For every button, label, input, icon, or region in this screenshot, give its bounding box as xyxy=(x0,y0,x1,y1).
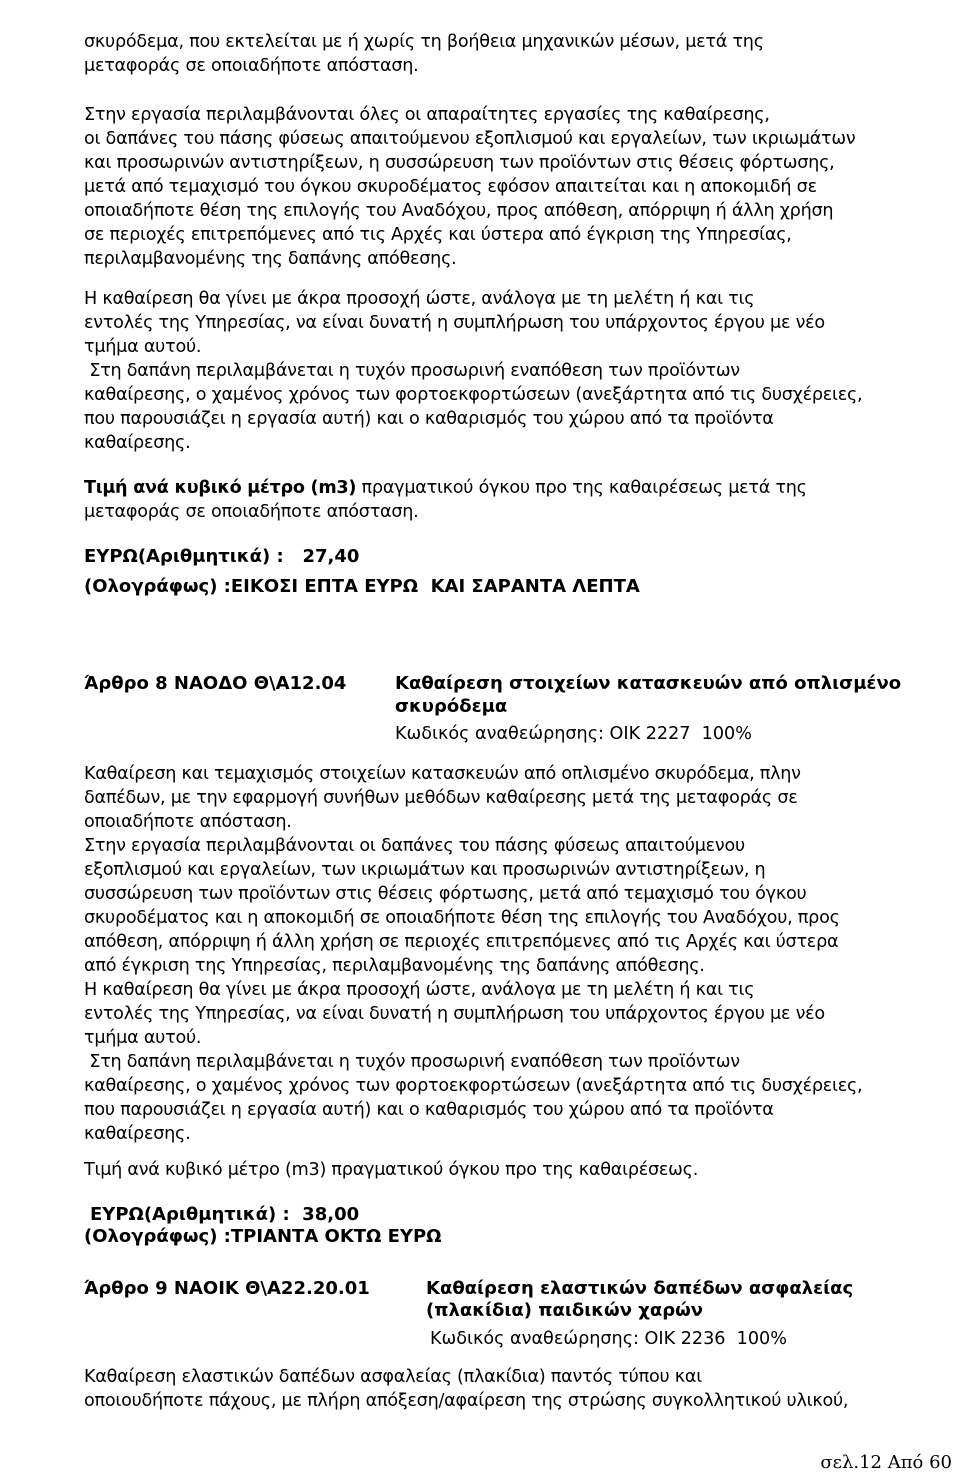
article9-body xyxy=(84,1365,934,1413)
text-line: οποιαδήποτε απόσταση. xyxy=(84,812,292,832)
text-line: μεταφοράς σε οποιαδήποτε απόσταση. xyxy=(84,502,419,522)
text-line: Καθαίρεση ελαστικών δαπέδων ασφαλείας (πλακίδια) παντός τύπου και xyxy=(84,1367,702,1387)
text-line: απόθεση, απόρριψη ή άλλη χρήση σε περιοχές επιτρεπόμενες από τις Αρχές και ύστερα xyxy=(84,932,839,952)
article8-price-numeric: ΕΥΡΩ(Αριθμητικά) : 38,00 xyxy=(90,1204,360,1225)
text-line: καθαίρεσης. xyxy=(84,1124,191,1144)
unit-label-bold: Τιμή ανά κυβικό μέτρο (m3) xyxy=(84,478,357,498)
article8-body xyxy=(84,762,934,1146)
text-line: σκυρόδεμα, που εκτελείται με ή χωρίς τη βοήθεια μηχανικών μέσων, μετά της xyxy=(84,32,764,52)
unit-label-rest: πραγματικού όγκου προ της καθαιρέσεως μετά της xyxy=(356,478,807,498)
text-line: καθαίρεσης, ο χαμένος χρόνος των φορτοεκφορτώσεων (ανεξάρτητα από τις δυσχέρειες, xyxy=(84,1076,863,1096)
article7-paragraph-1 xyxy=(84,103,934,271)
text-line: μετά από τεμαχισμό του όγκου σκυροδέματος εφόσον απαιτείται και η αποκομιδή σε xyxy=(84,177,817,197)
text-line: οποιαδήποτε θέση της επιλογής του Αναδόχου, προς απόθεση, απόρριψη ή άλλη χρήση xyxy=(84,201,834,221)
article8-title-line-2: σκυρόδεμα xyxy=(395,696,508,717)
text-line: καθαίρεσης. xyxy=(84,433,191,453)
text-line: που παρουσιάζει η εργασία αυτή) και ο καθαρισμός του χώρου από τα προϊόντα xyxy=(84,409,774,429)
article9-title-line-2: (πλακίδια) παιδικών χαρών xyxy=(426,1300,703,1321)
text-line: Η καθαίρεση θα γίνει με άκρα προσοχή ώστε, ανάλογα με τη μελέτη ή και τις xyxy=(84,980,755,1000)
text-line: συσσώρευση των προϊόντων στις θέσεις φόρτωσης, μετά από τεμαχισμό του όγκου xyxy=(84,884,807,904)
article8-price-words: (Ολογράφως) :ΤΡΙΑΝΤΑ ΟΚΤΩ ΕΥΡΩ xyxy=(84,1226,442,1247)
text-line: εξοπλισμού και εργαλείων, των ικριωμάτων και προσωρινών αντιστηρίξεων, η xyxy=(84,860,766,880)
text-line: Στη δαπάνη περιλαμβάνεται η τυχόν προσωρινή εναπόθεση των προϊόντων xyxy=(84,361,740,381)
text-line: εντολές της Υπηρεσίας, να είναι δυνατή η συμπλήρωση του υπάρχοντος έργου με νέο xyxy=(84,313,825,333)
text-line: Στην εργασία περιλαμβάνονται όλες οι απαραίτητες εργασίες της καθαίρεσης, xyxy=(84,105,770,125)
page-number: σελ.12 Από 60 xyxy=(820,1452,952,1473)
intro-paragraph xyxy=(84,30,934,78)
text-line: από έγκριση της Υπηρεσίας, περιλαμβανομένης της δαπάνης απόθεσης. xyxy=(84,956,705,976)
text-line: Η καθαίρεση θα γίνει με άκρα προσοχή ώστε, ανάλογα με τη μελέτη ή και τις xyxy=(84,289,755,309)
text-line: τμήμα αυτού. xyxy=(84,1028,202,1048)
article8-unit-description: Τιμή ανά κυβικό μέτρο (m3) πραγματικού όγκου προ της καθαιρέσεως. xyxy=(84,1160,699,1180)
text-line: σε περιοχές επιτρεπόμενες από τις Αρχές και ύστερα από έγκριση της Υπηρεσίας, xyxy=(84,225,792,245)
article9-title-line-1: Καθαίρεση ελαστικών δαπέδων ασφαλείας xyxy=(426,1278,854,1299)
text-line: οι δαπάνες του πάσης φύσεως απαιτούμενου εξοπλισμού και εργαλείων, των ικριωμάτων xyxy=(84,129,856,149)
text-line: που παρουσιάζει η εργασία αυτή) και ο καθαρισμός του χώρου από τα προϊόντα xyxy=(84,1100,774,1120)
text-line: μεταφοράς σε οποιαδήποτε απόσταση. xyxy=(84,56,419,76)
text-line: καθαίρεσης, ο χαμένος χρόνος των φορτοεκφορτώσεων (ανεξάρτητα από τις δυσχέρειες, xyxy=(84,385,863,405)
article9-number: Άρθρο 9 ΝΑΟΙΚ Θ\Α22.20.01 xyxy=(84,1278,370,1299)
text-line: Καθαίρεση και τεμαχισμός στοιχείων κατασκευών από οπλισμένο σκυρόδεμα, πλην xyxy=(84,764,801,784)
text-line: σκυροδέματος και η αποκομιδή σε οποιαδήποτε θέση της επιλογής του Αναδόχου, προς xyxy=(84,908,840,928)
text-line: τμήμα αυτού. xyxy=(84,337,202,357)
text-line: Στη δαπάνη περιλαμβάνεται η τυχόν προσωρινή εναπόθεση των προϊόντων xyxy=(84,1052,740,1072)
article8-revision-code: Κωδικός αναθεώρησης: ΟΙΚ 2227 100% xyxy=(395,724,752,744)
article8-number: Άρθρο 8 ΝΑΟΔΟ Θ\Α12.04 xyxy=(84,673,347,694)
text-line: εντολές της Υπηρεσίας, να είναι δυνατή η συμπλήρωση του υπάρχοντος έργου με νέο xyxy=(84,1004,825,1024)
text-line: δαπέδων, με την εφαρμογή συνήθων μεθόδων καθαίρεσης μετά της μεταφοράς σε xyxy=(84,788,798,808)
text-line: περιλαμβανομένης της δαπάνης απόθεσης. xyxy=(84,249,457,269)
text-line: και προσωρινών αντιστηρίξεων, η συσσώρευση των προϊόντων στις θέσεις φόρτωσης, xyxy=(84,153,835,173)
article7-paragraph-2 xyxy=(84,287,934,455)
article7-price-numeric: ΕΥΡΩ(Αριθμητικά) : 27,40 xyxy=(84,546,360,567)
unit-line xyxy=(84,476,934,500)
article9-revision-code: Κωδικός αναθεώρησης: ΟΙΚ 2236 100% xyxy=(430,1329,787,1349)
article7-price-words: (Ολογράφως) :ΕΙΚΟΣΙ ΕΠΤΑ ΕΥΡΩ ΚΑΙ ΣΑΡΑΝΤΑ ΛΕΠΤΑ xyxy=(84,576,640,597)
text-line: Στην εργασία περιλαμβάνονται οι δαπάνες του πάσης φύσεως απαιτούμενου xyxy=(84,836,745,856)
article8-title-line-1: Καθαίρεση στοιχείων κατασκευών από οπλισμένο xyxy=(395,673,902,694)
article7-unit-description xyxy=(84,476,934,524)
text-line: οποιουδήποτε πάχους, με πλήρη απόξεση/αφαίρεση της στρώσης συγκολλητικού υλικού, xyxy=(84,1391,849,1411)
